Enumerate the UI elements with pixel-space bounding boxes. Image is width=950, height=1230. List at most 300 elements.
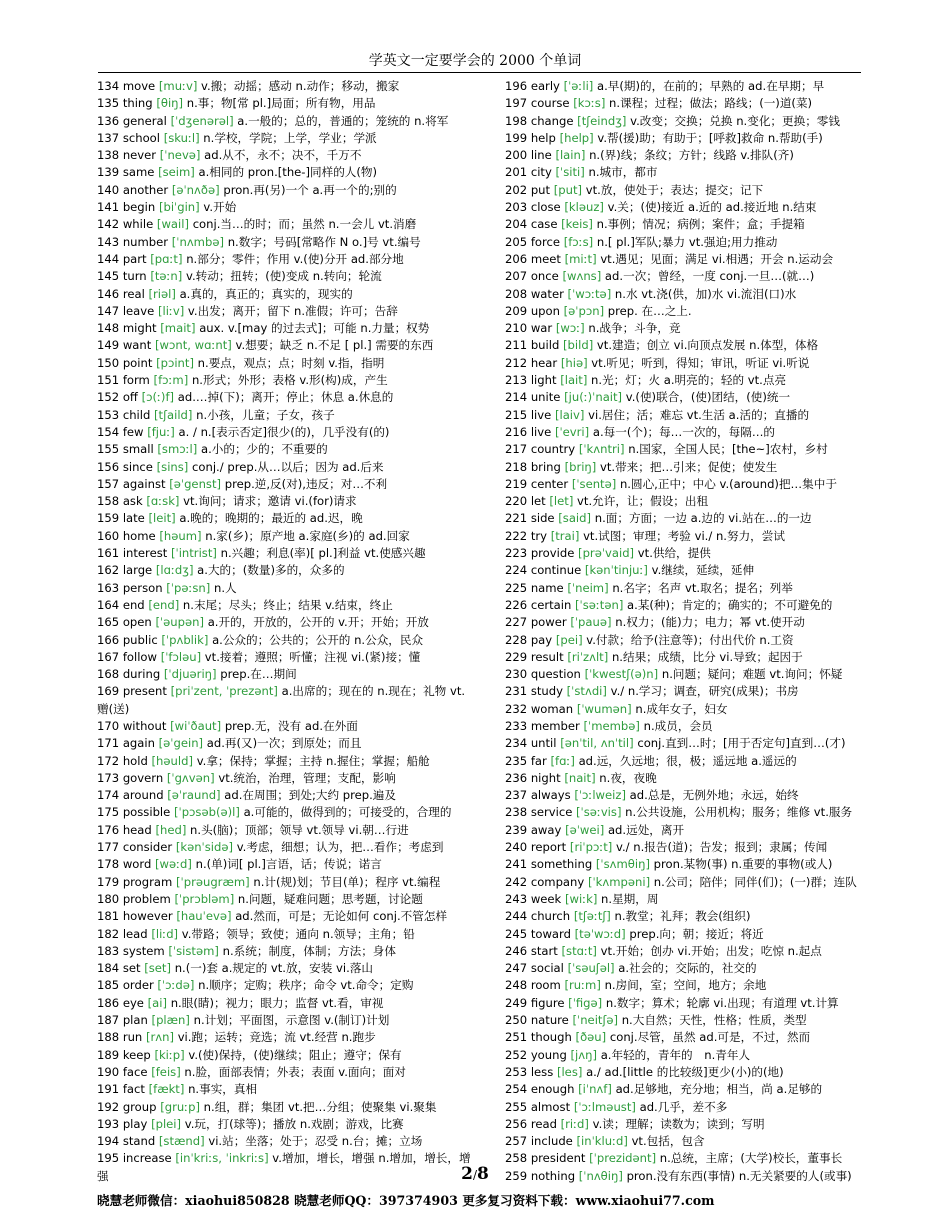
vocab-definition: ad.在周围；到处;大约 prep.遍及	[224, 788, 396, 803]
vocab-entry	[505, 926, 863, 943]
vocab-phonetic: [ˈkwestʃ(ə)n]	[584, 667, 659, 682]
vocab-entry	[97, 839, 472, 856]
vocab-entry	[505, 856, 863, 873]
vocab-word: 219 center	[505, 476, 569, 491]
vocab-phonetic: [əˈgein]	[158, 736, 204, 751]
vocab-word: 195 increase	[97, 1151, 172, 1166]
vocab-phonetic: [lait]	[560, 373, 588, 388]
vocab-word: 187 plan	[97, 1013, 148, 1028]
vocab-entry	[97, 389, 472, 406]
vocab-definition: n.大自然；天性，性格；性质，类型	[621, 1013, 807, 1028]
vocab-definition: v.帮(援)助；有助于；[呼救]救命 n.帮助(手)	[597, 130, 823, 145]
vocab-definition: pron.某物(事) n.重要的事物(或人)	[653, 857, 833, 872]
vocab-definition: n.要点，观点；点；时刻 v.指，指明	[197, 355, 385, 370]
vocab-entry	[97, 545, 472, 562]
vocab-definition: n.课程；过程；做法；路线；(一)道(菜)	[609, 96, 813, 111]
vocab-word: 143 number	[97, 234, 169, 249]
vocab-word: 253 less	[505, 1064, 554, 1079]
vocab-entry	[505, 147, 863, 164]
vocab-word: 173 govern	[97, 770, 164, 785]
vocab-entry	[97, 753, 472, 770]
vocab-word: 242 company	[505, 874, 585, 889]
vocab-entry	[505, 891, 863, 908]
vocab-entry	[505, 355, 863, 372]
vocab-word: 207 once	[505, 269, 559, 284]
vocab-word: 223 provide	[505, 546, 575, 561]
vocab-phonetic: [kləuz]	[564, 200, 604, 215]
vocab-phonetic: [ju(ː)ˈnait]	[564, 390, 623, 405]
vocab-word: 172 hold	[97, 753, 148, 768]
vocab-word: 174 around	[97, 788, 164, 803]
vocab-word: 233 member	[505, 718, 580, 733]
vocab-word: 154 few	[97, 424, 144, 439]
vocab-entry	[505, 770, 863, 787]
vocab-phonetic: [riəl]	[148, 286, 176, 301]
vocab-entry	[505, 268, 863, 285]
vocab-word: 179 program	[97, 874, 173, 889]
vocab-phonetic: [priˈzent, ˈprezənt]	[170, 684, 278, 699]
vocab-entry	[505, 493, 863, 510]
vocab-definition: n.水 vt.浇(供，加)水 vi.流泪(口)水	[614, 286, 797, 301]
vocab-word: 158 ask	[97, 494, 143, 509]
vocab-phonetic: [bild]	[563, 338, 594, 353]
vocab-phonetic: [ˈmembə]	[583, 718, 640, 733]
vocab-word: 222 try	[505, 528, 547, 543]
vocab-word: 211 build	[505, 338, 560, 353]
vocab-entry	[97, 355, 472, 372]
vocab-entry	[505, 545, 863, 562]
vocab-word: 163 person	[97, 580, 163, 595]
vocab-definition: ad.一次；曾经，一度 conj.一旦…(就…)	[604, 269, 815, 284]
vocab-entry	[505, 78, 863, 95]
vocab-word: 137 school	[97, 130, 160, 145]
vocab-entry	[505, 459, 863, 476]
vocab-word: 191 fact	[97, 1082, 145, 1097]
vocab-definition: n.[ pl.]军队;暴力 vt.强迫;用力推动	[596, 234, 778, 249]
vocab-entry	[97, 1099, 472, 1116]
vocab-phonetic: [wail]	[156, 217, 189, 232]
vocab-word: 192 group	[97, 1099, 157, 1114]
vocab-entry	[97, 459, 472, 476]
vocab-entry	[97, 1047, 472, 1064]
vocab-definition: n.名字；名声 vt.取名；提名；列举	[612, 580, 793, 595]
vocab-word: 227 power	[505, 615, 567, 630]
vocab-phonetic: [lain]	[555, 148, 586, 163]
vocab-phonetic: [ˈwumən]	[576, 701, 632, 716]
vocab-word: 176 head	[97, 822, 152, 837]
vocab-word: 210 war	[505, 321, 553, 336]
vocab-entry	[97, 424, 472, 441]
vocab-word: 169 present	[97, 684, 167, 699]
vocab-definition: ad.从不，永不；决不，千万不	[204, 148, 362, 163]
vocab-phonetic: [ˈstʌdi]	[566, 684, 607, 699]
vocab-word: 171 again	[97, 736, 155, 751]
vocab-definition: vt.统治，治理，管理；支配，影响	[218, 770, 396, 785]
vocab-phonetic: [ˈpʌblik]	[161, 632, 209, 647]
vocab-definition: a.小的；少的；不重要的	[200, 442, 328, 457]
vocab-phonetic: [leit]	[148, 511, 176, 526]
vocab-definition: vt.询问；请求；邀请 vi.(for)请求	[183, 494, 357, 509]
vocab-definition: vi.站；坐落；处于；忍受 n.台；摊；立场	[208, 1134, 423, 1149]
vocab-entry	[505, 1012, 863, 1029]
vocab-definition: prep.向；朝；接近；将近	[629, 926, 764, 941]
vocab-definition: n.计(规)划；节目(单)；程序 vt.编程	[253, 874, 441, 889]
vocab-phonetic: [put]	[553, 182, 583, 197]
vocab-phonetic: [wɔnt, wɑːnt]	[154, 338, 232, 353]
vocab-definition: n.脸，面部表情；外表；表面 v.面向；面对	[184, 1064, 406, 1079]
vocab-word: 168 during	[97, 667, 161, 682]
vocab-word: 184 set	[97, 961, 141, 976]
vocab-entry	[505, 804, 863, 821]
vocab-phonetic: [feis]	[151, 1064, 181, 1079]
vocab-definition: v.开始	[203, 200, 237, 215]
vocab-definition: n.部分；零件；作用 v.(使)分开 ad.部分地	[186, 251, 404, 266]
vocab-word: 186 eye	[97, 995, 144, 1010]
vocab-definition: n.总统，主席；(大学)校长，董事长	[659, 1151, 843, 1166]
vocab-definition: n.面；方面；一边 a.边的 vi.站在…的一边	[594, 511, 812, 526]
vocab-entry	[505, 632, 863, 649]
vocab-phonetic: [fækt]	[148, 1082, 185, 1097]
vocab-word: 220 let	[505, 494, 546, 509]
vocab-phonetic: [let]	[549, 494, 574, 509]
vocab-entry	[97, 1029, 472, 1046]
vocab-phonetic: [end]	[148, 597, 180, 612]
vocab-entry	[97, 822, 472, 839]
vocab-definition: n.圆心,正中；中心 v.(around)把…集中于	[619, 476, 837, 491]
vocab-entry	[505, 666, 863, 683]
vocab-phonetic: [ˈprəugræm]	[176, 874, 250, 889]
vocab-word: 165 open	[97, 615, 152, 630]
vocab-definition: n.形式；外形；表格 v.形(构)成，产生	[191, 373, 388, 388]
vocab-entry	[505, 182, 863, 199]
vocab-word: 226 certain	[505, 597, 572, 612]
vocab-entry	[97, 476, 472, 493]
vocab-definition: vt.遇见；见面；满足 vi.相遇；开会 n.运动会	[600, 251, 834, 266]
page-header-title: 学英文一定要学会的 2000 个单词	[368, 53, 582, 69]
vocab-entry	[97, 1116, 472, 1133]
vocab-definition: vi.跑；运转；竞选；流 vt.经营 n.跑步	[177, 1030, 376, 1045]
vocab-entry	[97, 632, 472, 649]
vocab-definition: v.带路；领导；致使；通向 n.领导；主角；铅	[181, 926, 415, 941]
vocab-entry	[505, 337, 863, 354]
vocab-phonetic: [miːt]	[564, 251, 597, 266]
vocab-word: 194 stand	[97, 1134, 156, 1149]
page-total: 8	[477, 1164, 489, 1184]
vocab-phonetic: [wʌns]	[562, 269, 602, 284]
vocab-entry	[505, 977, 863, 994]
vocab-phonetic: [nait]	[564, 770, 596, 785]
vocab-phonetic: [seim]	[158, 165, 195, 180]
vocab-entry	[505, 614, 863, 631]
vocab-phonetic: [skuːl]	[163, 130, 200, 145]
vocab-entry	[505, 1047, 863, 1064]
vocab-entry	[97, 943, 472, 960]
vocab-word: 155 small	[97, 442, 154, 457]
vocab-definition: vt.建造；创立 vi.向顶点发展 n.体型，体格	[596, 338, 819, 353]
vocab-definition: a.真的，真正的；真实的，现实的	[179, 286, 353, 301]
page-number	[0, 1164, 950, 1184]
vocab-word: 254 enough	[505, 1082, 575, 1097]
vocab-word: 246 start	[505, 943, 558, 958]
vocab-word: 170 without	[97, 718, 167, 733]
vocab-entry	[97, 528, 472, 545]
page-separator: /	[472, 1168, 478, 1182]
vocab-word: 249 figure	[505, 995, 565, 1010]
vocab-definition: n.成员，会员	[643, 718, 713, 733]
vocab-definition: n.数字；号码[常略作 N o.]号 vt.编号	[227, 234, 421, 249]
vocab-phonetic: [ɔ(ː)f]	[141, 390, 175, 405]
vocab-phonetic: [kənˈsidə]	[175, 840, 234, 855]
vocab-entry	[97, 718, 472, 735]
vocab-definition: n.小孩，儿童；子女，孩子	[196, 407, 335, 422]
vocab-definition: n.事；物[常 pl.]局面；所有物，用品	[186, 96, 376, 111]
vocab-phonetic: [ˈkʌmpəni]	[587, 874, 651, 889]
vocab-entry	[97, 856, 472, 873]
vocab-word: 188 run	[97, 1030, 143, 1045]
vocab-phonetic: [hiə]	[560, 355, 588, 370]
vocab-entry	[505, 597, 863, 614]
vocab-word: 239 away	[505, 822, 562, 837]
vocab-word: 140 another	[97, 182, 169, 197]
vocab-entry	[97, 1081, 472, 1098]
vocab-phonetic: [ˈəupən]	[155, 615, 204, 630]
vocab-phonetic: [mait]	[160, 321, 196, 336]
vocab-entry	[97, 78, 472, 95]
vocab-phonetic: [ˈwɔːtə]	[567, 286, 612, 301]
vocab-phonetic: [trai]	[550, 528, 580, 543]
vocab-phonetic: [help]	[559, 130, 594, 145]
vocab-definition: n.公共设施，公用机构；服务；维修 vt.服务	[625, 805, 853, 820]
vocab-definition: v.付款；给予(注意等)；付出代价 n.工资	[586, 632, 794, 647]
vocab-word: 244 church	[505, 909, 571, 924]
vocab-entry	[97, 908, 472, 925]
vocab-definition: n.夜，夜晚	[599, 770, 657, 785]
vocab-entry	[97, 407, 472, 424]
vocab-definition: aux. v.[may 的过去式]；可能 n.力量；权势	[199, 321, 430, 336]
vocab-word: 236 night	[505, 770, 561, 785]
vocab-phonetic: [ˈpɔsəb(ə)l]	[173, 805, 240, 820]
vocab-phonetic: [təːn]	[150, 269, 183, 284]
vocab-entry	[97, 960, 472, 977]
vocab-phonetic: [riˈpɔːt]	[569, 840, 613, 855]
vocab-word: 146 real	[97, 286, 145, 301]
vocab-definition: v.改变；交换；兑换 n.变化；更换；零钱	[630, 113, 840, 128]
vocab-definition: n.家(乡)；原产地 a.家庭(乡)的 ad.回家	[205, 528, 410, 543]
vocab-phonetic: [wɔː]	[555, 321, 585, 336]
vocab-entry	[505, 130, 863, 147]
vocab-entry	[505, 234, 863, 251]
vocab-word: 197 course	[505, 96, 570, 111]
vocab-phonetic: [wəːd]	[155, 857, 192, 872]
vocab-phonetic: [ˈneitʃə]	[572, 1013, 619, 1028]
vocab-phonetic: [ˈsistəm]	[168, 943, 219, 958]
vocab-definition: v./ n.报告(道)；告发；报到；隶属；传闻	[616, 840, 828, 855]
vocab-phonetic: [sins]	[156, 459, 189, 474]
vocab-phonetic: [ˈnevə]	[159, 148, 201, 163]
vocab-definition: v.拿；保持；掌握；主持 n.握住；掌握；船舱	[196, 753, 430, 768]
vocab-entry	[505, 389, 863, 406]
vocab-definition: ad.再(又)一次；到原处；而且	[206, 736, 362, 751]
vocab-definition: v./ n.学习；调查，研究(成果)；书房	[610, 684, 799, 699]
vocab-phonetic: [briŋ]	[564, 459, 597, 474]
vocab-word: 139 same	[97, 165, 155, 180]
page-current: 2	[461, 1164, 473, 1184]
vocab-definition: n.星期，周	[601, 891, 659, 906]
vocab-definition: v.玩，打(球等)；播放 n.戏剧；游戏，比赛	[184, 1116, 404, 1131]
vocab-phonetic: [ˈɔːlməust]	[573, 1099, 636, 1114]
vocab-word: 135 thing	[97, 96, 153, 111]
vocab-entry	[505, 95, 863, 112]
vocab-word: 235 far	[505, 753, 547, 768]
vocab-word: 255 almost	[505, 1099, 571, 1114]
vocab-definition: a.某(种)；肯定的；确实的；不可避免的	[627, 597, 833, 612]
vocab-word: 150 point	[97, 355, 153, 370]
vocab-phonetic: [ˈnʌθiŋ]	[578, 1168, 623, 1183]
vocab-entry	[505, 874, 863, 891]
vocab-word: 166 public	[97, 632, 158, 647]
vocab-definition: vt.试图；审理；考验 vi./ n.努力，尝试	[583, 528, 785, 543]
vocab-phonetic: [liːv]	[157, 303, 185, 318]
vocab-word: 229 result	[505, 649, 564, 664]
vocab-entry	[97, 147, 472, 164]
vocab-entry	[97, 562, 472, 579]
vocab-word: 259 nothing	[505, 1168, 576, 1183]
vocab-entry	[505, 1064, 863, 1081]
vocab-word: 198 change	[505, 113, 574, 128]
vocab-definition: n.权力；(能)力；电力；幂 vt.使开动	[615, 615, 805, 630]
vocab-phonetic: [keis]	[561, 217, 593, 232]
vocab-word: 234 until	[505, 736, 557, 751]
vocab-word: 177 consider	[97, 840, 173, 855]
vocab-definition: n.学校，学院；上学，学业；学派	[203, 130, 377, 145]
vocab-definition: n.眼(睛)；视力；眼力；监督 vt.看，审视	[170, 995, 384, 1010]
vocab-entry	[505, 580, 863, 597]
vocab-word: 178 word	[97, 857, 152, 872]
vocab-word: 175 possible	[97, 805, 171, 820]
vocab-entry	[97, 493, 472, 510]
vocab-entry	[97, 1064, 472, 1081]
vocab-entry	[505, 735, 863, 752]
vocab-word: 190 face	[97, 1064, 148, 1079]
vocab-word: 145 turn	[97, 269, 147, 284]
vocab-entry	[505, 164, 863, 181]
vocab-phonetic: [plei]	[151, 1116, 182, 1131]
vocab-entry	[97, 735, 472, 752]
vocab-entry	[505, 960, 863, 977]
vocab-entry	[505, 320, 863, 337]
vocab-phonetic: [ˈprezidənt]	[589, 1151, 657, 1166]
vocab-word: 142 while	[97, 217, 154, 232]
vocab-word: 189 keep	[97, 1047, 151, 1062]
vocab-definition: a.可能的，做得到的；可接受的，合理的	[243, 805, 452, 820]
vocab-phonetic: [ˈnʌmbə]	[171, 234, 224, 249]
vocab-definition: a.相同的 pron.[the-]同样的人(物)	[198, 165, 378, 180]
vocab-word: 152 off	[97, 390, 138, 405]
vocab-definition: n.光；灯；火 a.明亮的；轻的 vt.点亮	[591, 373, 787, 388]
vocab-definition: a.年轻的，青年的 n.青年人	[600, 1047, 751, 1062]
vocab-phonetic: [fɔːs]	[563, 234, 594, 249]
vocab-definition: a.开的，开放的，公开的 v.开；开始；开放	[207, 615, 429, 630]
vocab-entry	[97, 683, 472, 718]
vocab-phonetic: [ˈprɔbləm]	[174, 891, 235, 906]
vocab-definition: n.国家，全国人民；[the~]农村，乡村	[628, 442, 828, 457]
vocab-phonetic: [ˈfɔləu]	[160, 649, 202, 664]
vocab-definition: v.转动；扭转；(使)变成 n.转向；轮流	[185, 269, 382, 284]
vocab-phonetic: [laiv]	[554, 407, 585, 422]
vocab-phonetic: [hed]	[155, 822, 187, 837]
vocab-phonetic: [əˈnʌðə]	[171, 182, 220, 197]
vocab-word: 258 president	[505, 1151, 586, 1166]
vocab-entry	[505, 199, 863, 216]
vocab-definition: conj./ prep.从…以后；因为 ad.后来	[192, 459, 384, 474]
vocab-entry	[505, 216, 863, 233]
vocab-entry	[505, 407, 863, 424]
vocab-entry	[97, 580, 472, 597]
vocab-phonetic: [ˈɔːdə]	[157, 978, 195, 993]
vocab-word: 151 form	[97, 373, 150, 388]
vocab-phonetic: [ˈsʌmθiŋ]	[595, 857, 650, 872]
vocab-phonetic: [pɔint]	[156, 355, 194, 370]
vocab-definition: a./ ad.[little 的比较级]更少(小)的(地)	[586, 1064, 784, 1079]
vocab-definition: ad.总是，无例外地；永远，始终	[629, 788, 799, 803]
vocab-word: 241 something	[505, 857, 593, 872]
vocab-phonetic: [ˈevri]	[554, 424, 590, 439]
vocab-definition: v.增加，增长，增强 n.增加，增长，增强	[97, 1151, 471, 1183]
vocab-definition: a.出席的；现在的 n.现在；礼物 vt.赠(送)	[97, 684, 466, 716]
vocab-word: 149 want	[97, 338, 152, 353]
vocab-phonetic: [pei]	[555, 632, 583, 647]
vocab-phonetic: [fɑː]	[550, 753, 575, 768]
vocab-entry	[97, 1012, 472, 1029]
vocab-definition: vt.放，使处于；表达；提交；记下	[585, 182, 764, 197]
vocab-entry	[505, 562, 863, 579]
vocab-word: 203 close	[505, 200, 561, 215]
vocab-definition: a. / n.[表示否定]很少(的)，几乎没有(的)	[178, 424, 390, 439]
vocab-phonetic: [stænd]	[158, 1134, 205, 1149]
vocab-definition: ad.足够地，充分地；相当，尚 a.足够的	[615, 1082, 823, 1097]
vocab-definition: vi.居住；活；难忘 vt.生活 a.活的；直播的	[588, 407, 810, 422]
vocab-definition: n.公司；陪伴；同伴(们)；(一)群；连队	[653, 874, 857, 889]
vocab-phonetic: [muːv]	[158, 79, 198, 93]
vocab-word: 221 side	[505, 511, 555, 526]
vocab-phonetic: [fjuː]	[147, 424, 175, 439]
vocab-definition: ad.远，久远地；很，极；遥远地 a.遥远的	[578, 753, 797, 768]
vocab-phonetic: [gruːp]	[160, 1099, 200, 1114]
vocab-definition: n.(单)词[ pl.]言语，话；传说；诺言	[195, 857, 382, 872]
vocab-word: 212 hear	[505, 355, 558, 370]
vocab-definition: n.成年女子，妇女	[635, 701, 728, 716]
vocab-word: 204 case	[505, 217, 558, 232]
vocab-word: 243 week	[505, 891, 562, 906]
vocab-word: 216 live	[505, 424, 552, 439]
vocab-phonetic: [ˈsəːvis]	[576, 805, 622, 820]
vocab-entry	[505, 113, 863, 130]
vocab-word: 215 live	[505, 407, 552, 422]
vocab-entry	[97, 234, 472, 251]
vocab-word: 228 pay	[505, 632, 553, 647]
vocab-entry	[97, 597, 472, 614]
vocab-entry	[97, 874, 472, 891]
vocab-entry	[505, 753, 863, 770]
vocab-definition: n.教堂；礼拜；教会(组织)	[614, 909, 751, 924]
vocab-definition: ad.然而，可是；无论如何 conj.不管怎样	[235, 909, 448, 924]
vocab-entry	[97, 320, 472, 337]
header-divider	[98, 72, 861, 73]
vocab-word: 247 social	[505, 961, 564, 976]
vocab-word: 200 line	[505, 148, 552, 163]
vocab-entry	[505, 251, 863, 268]
vocab-definition: a.公众的；公共的；公开的 n.公众，民众	[212, 632, 424, 647]
